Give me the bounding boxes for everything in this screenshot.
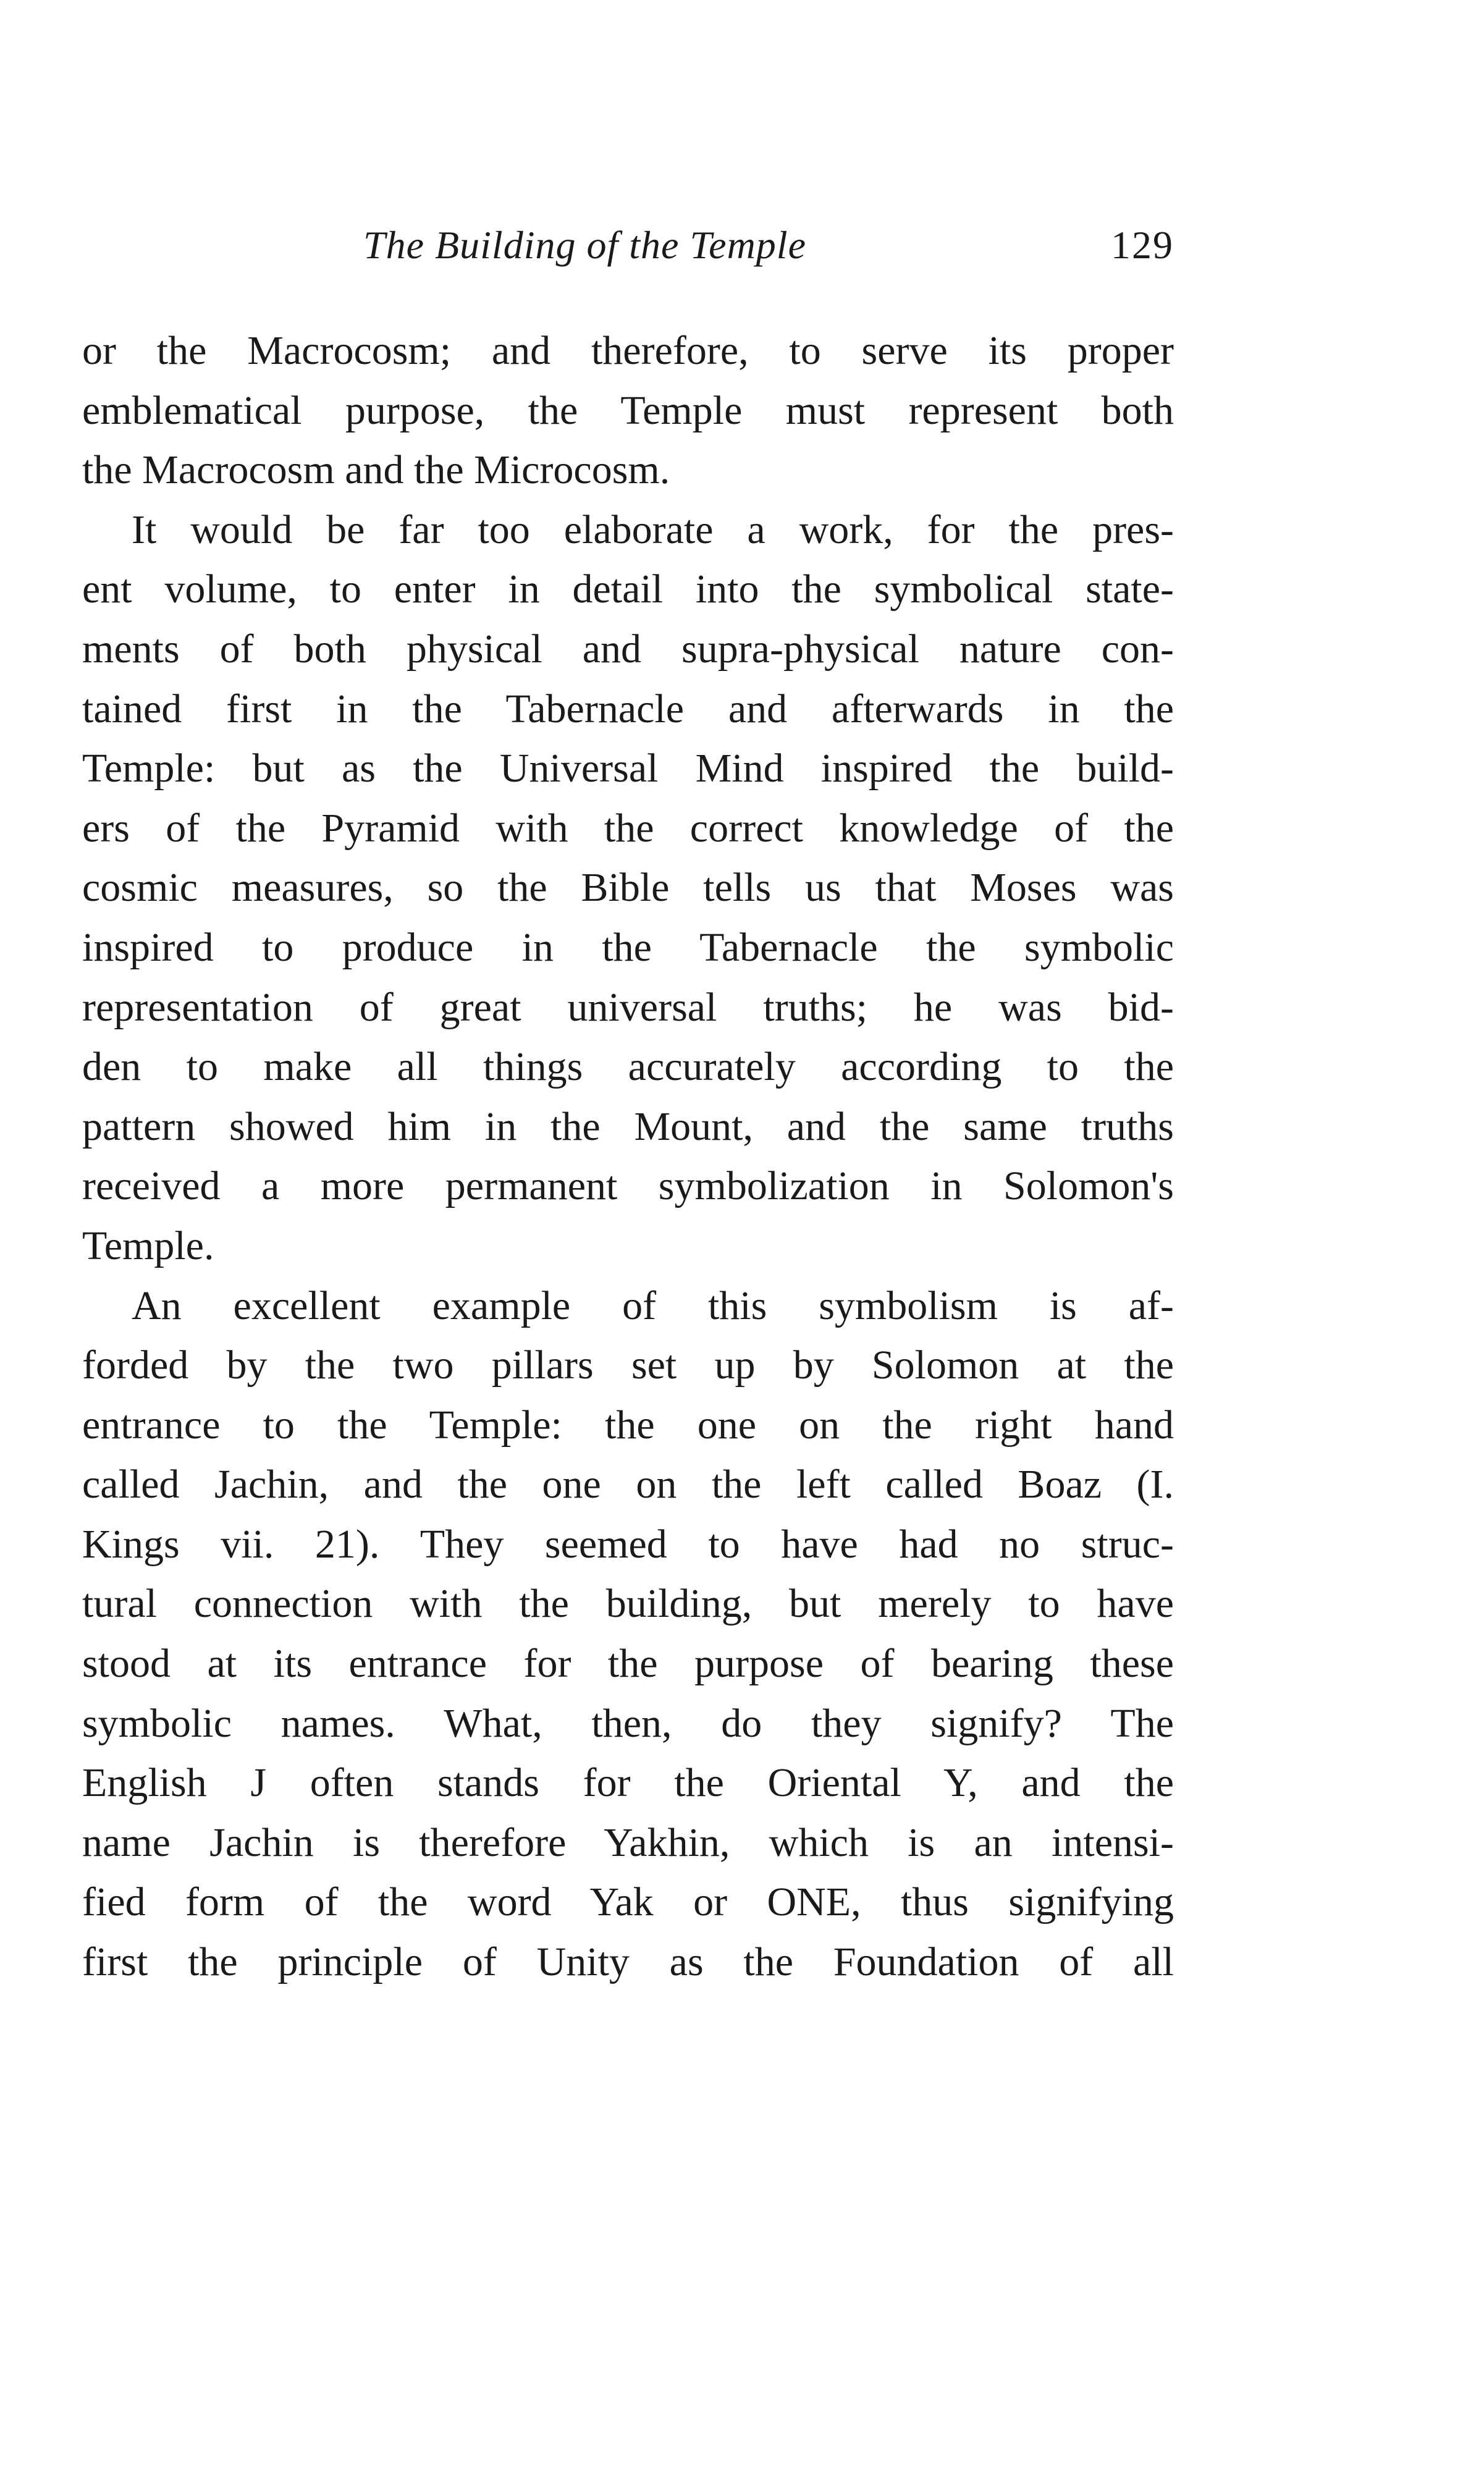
text-line: symbolic names. What, then, do they signify? The	[82, 1700, 1174, 1746]
text-line: Kings vii. 21). They seemed to have had no struc-	[82, 1521, 1174, 1567]
text-line: Temple.	[82, 1223, 214, 1268]
page-header	[82, 222, 1174, 284]
text-line: entrance to the Temple: the one on the right hand	[82, 1402, 1174, 1448]
text-line: den to make all things accurately according to the	[82, 1044, 1174, 1090]
text-line: cosmic measures, so the Bible tells us that Moses was	[82, 865, 1174, 911]
text-line: An excellent example of this symbolism is af-	[132, 1283, 1174, 1328]
text-line: forded by the two pillars set up by Solomon at the	[82, 1343, 1174, 1388]
running-title: The Building of the Temple	[363, 223, 806, 267]
text-line: emblematical purpose, the Temple must represent both	[82, 387, 1174, 433]
text-line: ments of both physical and supra-physical nature con-	[82, 626, 1174, 672]
text-line: inspired to produce in the Tabernacle the symbolic	[82, 924, 1174, 970]
text-line: received a more permanent symbolization in Solomon's	[82, 1163, 1174, 1209]
text-line: tural connection with the building, but merely to have	[82, 1581, 1174, 1627]
page-number: 129	[1111, 223, 1174, 267]
text-line: English J often stands for the Oriental Y, and the	[82, 1760, 1174, 1806]
text-line: pattern showed him in the Mount, and the same truths	[82, 1103, 1174, 1149]
text-line: first the principle of Unity as the Foundation of all	[82, 1939, 1174, 1985]
text-line: called Jachin, and the one on the left called Boaz (I.	[82, 1462, 1174, 1507]
body-text	[82, 321, 1174, 1992]
text-line: tained first in the Tabernacle and afterwards in the	[82, 686, 1174, 732]
text-line: name Jachin is therefore Yakhin, which is an intensi-	[82, 1819, 1174, 1865]
text-line: or the Macrocosm; and therefore, to serve its proper	[82, 328, 1174, 373]
text-line: fied form of the word Yak or ONE, thus signifying	[82, 1879, 1174, 1925]
text-line: stood at its entrance for the purpose of bearing these	[82, 1641, 1174, 1687]
text-line: the Macrocosm and the Microcosm.	[82, 447, 670, 493]
text-line: representation of great universal truths; he was bid-	[82, 984, 1174, 1030]
text-line: It would be far too elaborate a work, for the pres-	[132, 507, 1174, 552]
text-line: Temple: but as the Universal Mind inspired the build-	[82, 746, 1174, 791]
text-line: ent volume, to enter in detail into the symbolical state-	[82, 567, 1174, 612]
text-line: ers of the Pyramid with the correct knowledge of the	[82, 805, 1174, 851]
